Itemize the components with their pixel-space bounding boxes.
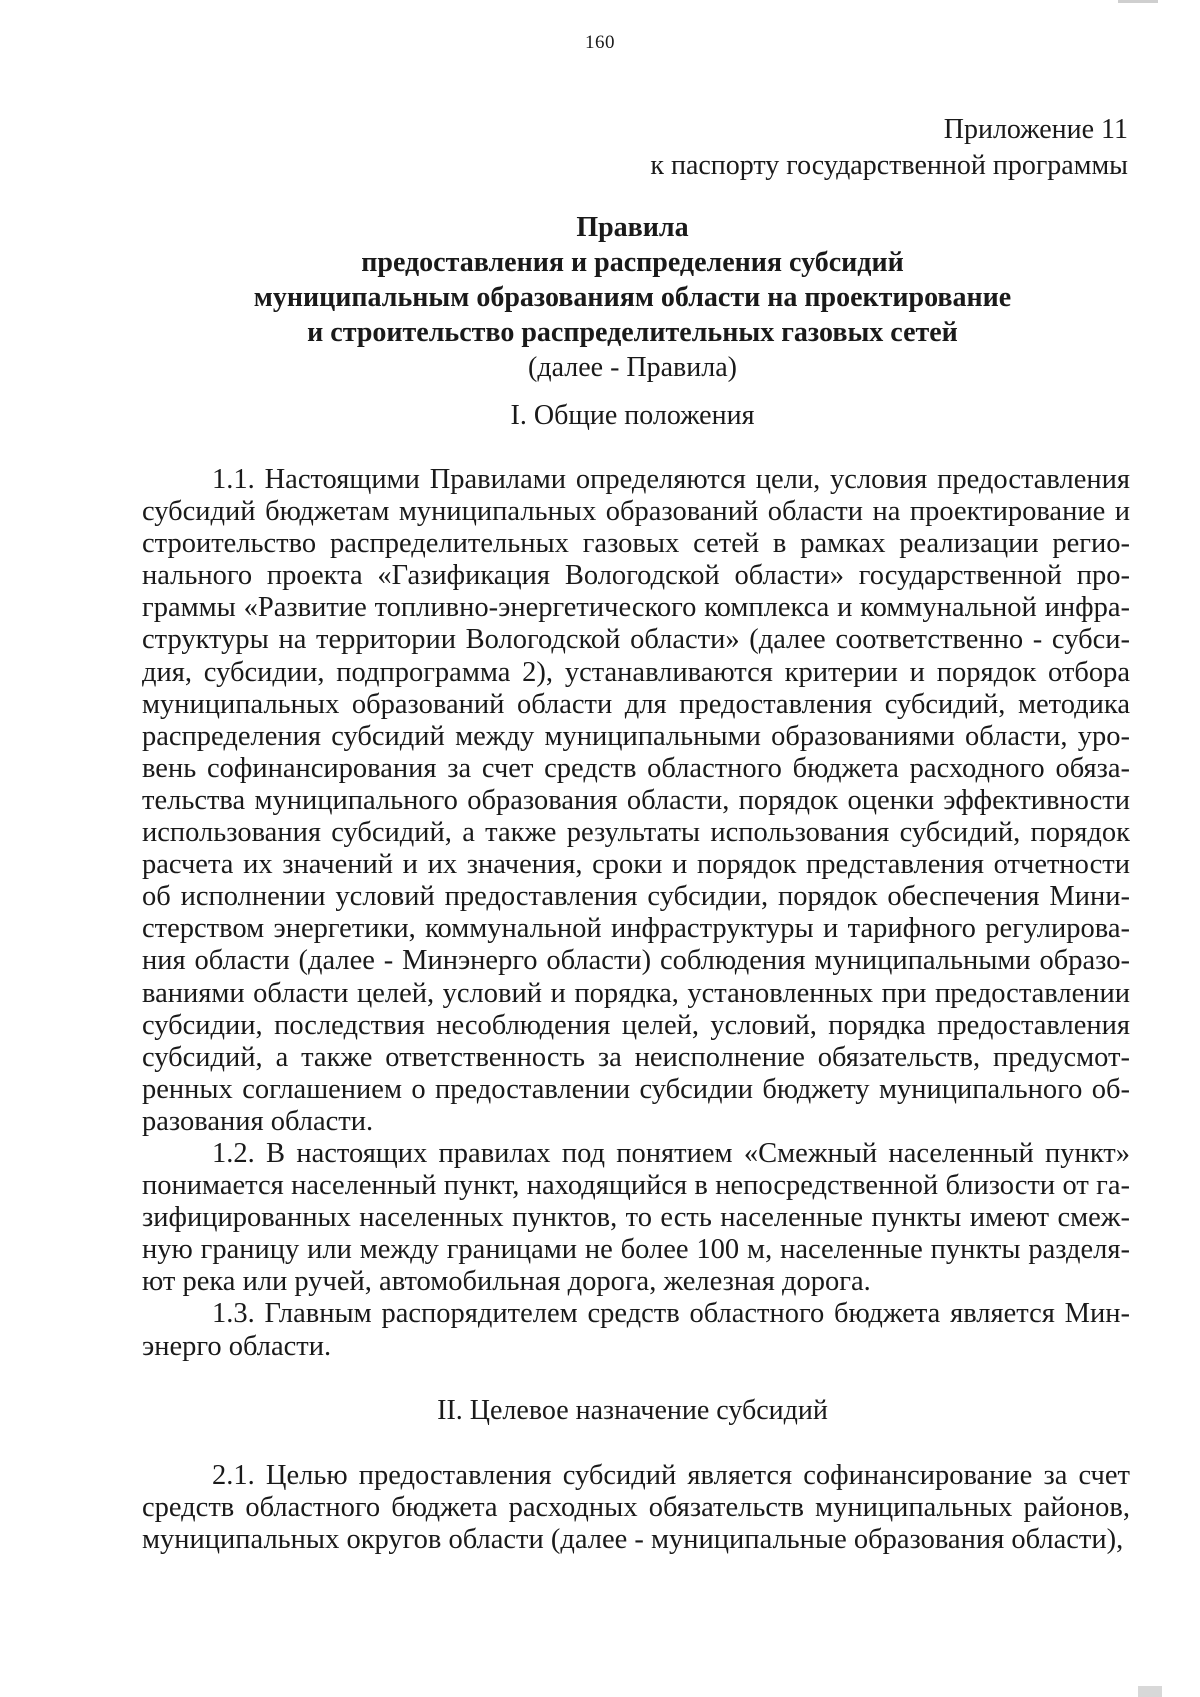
title-line-2: предоставления и распределения субсидий: [361, 247, 904, 278]
appendix-line-2: к паспорту государственной программы: [650, 150, 1128, 181]
section-1-heading: I. Общие положения: [510, 400, 755, 431]
appendix-reference: [650, 112, 1128, 184]
section-2-body: [142, 1460, 1130, 1556]
page-number: 160: [585, 32, 615, 53]
document-title: [0, 210, 1200, 385]
scan-artifact-top: [1118, 0, 1158, 3]
paragraph-1-2: 1.2. В настоящих правилах под понятием «Смежный населенный пункт» понимается населенный пункт, находящийся в непосредственной близости от газифицированных населенных пунктов, то есть населенные пункты имеют смежную границу или между границами не более 100 м, населенные пункты разделяют река или ручей, автомобильная дорога, железная дорога.: [142, 1137, 1130, 1298]
appendix-line-1: Приложение 11: [943, 114, 1128, 145]
section-1-body: [142, 464, 1130, 1363]
title-line-3: муниципальным образованиям области на проектирование: [253, 282, 1012, 313]
section-2-heading: II. Целевое назначение субсидий: [437, 1395, 828, 1426]
title-line-5: (далее - Правила): [528, 352, 737, 383]
paragraph-1-3: 1.3. Главным распорядителем средств областного бюджета является Минэнерго области.: [142, 1298, 1130, 1362]
paragraph-1-1: 1.1. Настоящими Правилами определяются цели, условия предоставления субсидий бюджетам муниципальных образований области на проектирование и строительство распределительных газовых сетей в рамках реализации регионального проекта «Газификация Вологодской области» государственной программы «Развитие топливно-энергетического комплекса и коммунальной инфраструктуры на территории Вологодской области» (далее соответственно - субсидия, субсидии, подпрограмма 2), устанавливаются критерии и порядок отбора муниципальных образований области для предоставления субсидий, методика распределения субсидий между муниципальными образованиями области, уровень софинансирования за счет средств областного бюджета расходного обязательства муниципального образования области, порядок оценки эффективности использования субсидий, а также результаты использования субсидий, порядок расчета их значений и их значения, сроки и порядок представления отчетности об исполнении условий предоставления субсидии, порядок обеспечения Министерством энергетики, коммунальной инфраструктуры и тарифного регулирования области (далее - Минэнерго области) соблюдения муниципальными образованиями области целей, условий и порядка, установленных при предоставлении субсидии, последствия несоблюдения целей, условий, порядка предоставления субсидий, а также ответственность за неисполнение обязательств, предусмотренных соглашением о предоставлении субсидии бюджету муниципального образования области.: [142, 464, 1130, 1137]
paragraph-2-1: 2.1. Целью предоставления субсидий является софинансирование за счет средств областного бюджета расходных обязательств муниципальных районов, муниципальных округов области (далее - муниципальные образования области),: [142, 1460, 1130, 1556]
title-line-1: Правила: [576, 212, 689, 243]
title-line-4: и строительство распределительных газовых сетей: [307, 317, 958, 348]
scan-artifact-bottom: [1138, 1686, 1162, 1697]
